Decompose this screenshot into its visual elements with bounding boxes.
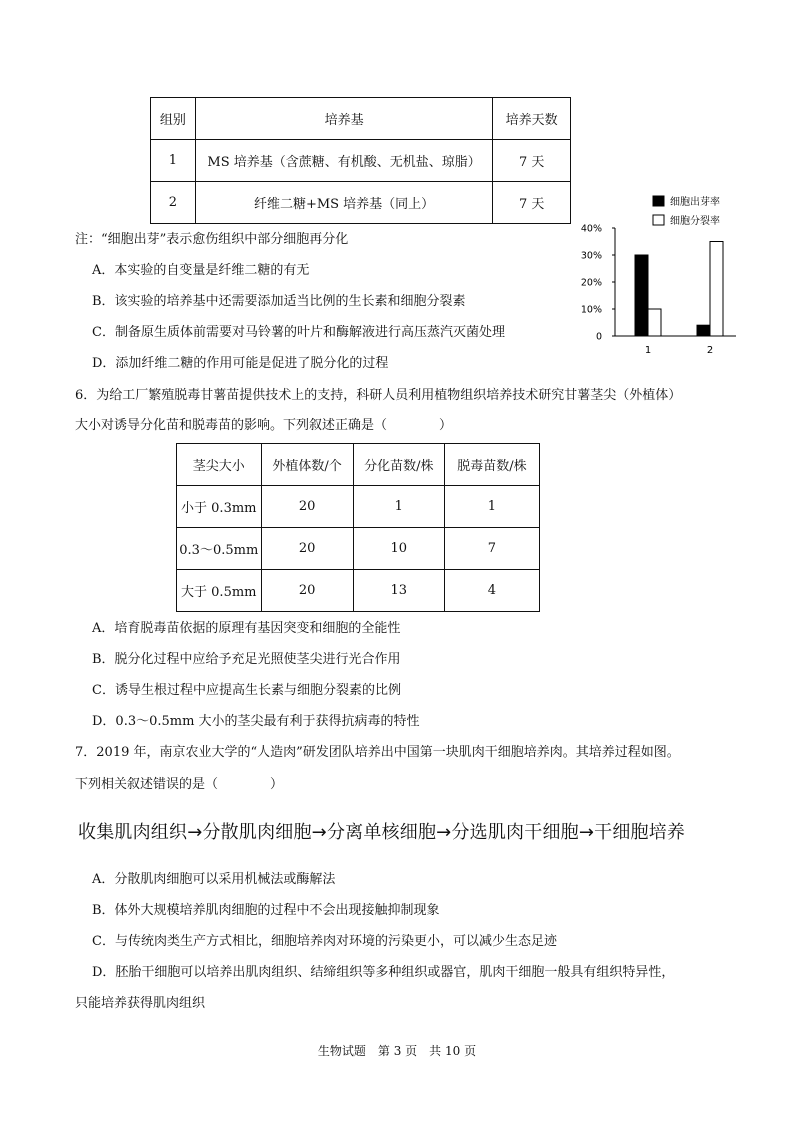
option-c: C．诱导生根过程中应提高生长素与细胞分裂素的比例 [92, 683, 401, 698]
question-7-stem: 7．2019 年，南京农业大学的“人造肉”研发团队培养出中国第一块肌肉干细胞培养肉。其培养过程如图。 [75, 745, 680, 760]
bar-chart [560, 190, 760, 360]
y-tick-label: 0 [595, 331, 602, 343]
question-6-stem-cont: 大小对诱导分化苗和脱毒苗的影响。下列叙述正确是（ ） [75, 418, 453, 433]
table-header-cell: 脱毒苗数/株 [444, 444, 539, 486]
bar [710, 242, 723, 337]
option-d-cont: 只能培养获得肌肉组织 [75, 996, 206, 1011]
x-tick-label: 1 [644, 345, 652, 356]
table-cell: 4 [444, 570, 539, 612]
option-a: A．分散肌肉细胞可以采用机械法或酶解法 [92, 872, 336, 887]
stem-tip-table [176, 443, 540, 612]
y-tick-label: 20% [580, 277, 602, 289]
option-b: B．体外大规模培养肌肉细胞的过程中不会出现接触抑制现象 [92, 903, 440, 918]
question-7-stem-cont: 下列相关叙述错误的是（ ） [75, 777, 284, 792]
table-header-cell: 茎尖大小 [177, 444, 262, 486]
table-row [177, 486, 540, 528]
table-cell: 7 天 [493, 182, 571, 224]
option-a: A．本实验的自变量是纤维二糖的有无 [92, 263, 310, 278]
table-header-cell: 组别 [151, 98, 196, 140]
table-row [151, 140, 571, 182]
table-row [177, 528, 540, 570]
question-6-stem: 6．为给工厂繁殖脱毒甘薯苗提供技术上的支持，科研人员利用植物组织培养技术研究甘薯茎尖（外植体） [75, 388, 682, 403]
option-d: D．0.3～0.5mm 大小的茎尖最有利于获得抗病毒的特性 [92, 714, 420, 729]
table-row [151, 182, 571, 224]
option-d: D．添加纤维二糖的作用可能是促进了脱分化的过程 [92, 356, 389, 371]
option-b: B．脱分化过程中应给予充足光照使茎尖进行光合作用 [92, 652, 401, 667]
table-row [177, 570, 540, 612]
table-header-cell: 培养基 [195, 98, 493, 140]
process-flow: 收集肌肉组织→分散肌肉细胞→分离单核细胞→分选肌肉干细胞→干细胞培养 [78, 822, 686, 843]
option-c: C．制备原生质体前需要对马铃薯的叶片和酶解液进行高压蒸汽灭菌处理 [92, 325, 505, 340]
legend-swatch [653, 196, 664, 206]
bar [697, 325, 710, 336]
table-header-row [177, 444, 540, 486]
table-header-row [151, 98, 571, 140]
bar [648, 309, 661, 336]
page-footer: 生物试题 第 3 页 共 10 页 [317, 1044, 477, 1058]
bar [635, 255, 648, 336]
y-tick-label: 40% [580, 223, 602, 235]
table-cell: MS 培养基（含蔗糖、有机酸、无机盐、琼脂） [195, 140, 493, 182]
culture-medium-table [150, 97, 571, 224]
table-cell: 小于 0.3mm [177, 486, 262, 528]
table-header-cell: 培养天数 [493, 98, 571, 140]
table-header-cell: 外植体数/个 [261, 444, 353, 486]
table-cell: 10 [353, 528, 444, 570]
table-header-cell: 分化苗数/株 [353, 444, 444, 486]
table-cell: 7 天 [493, 140, 571, 182]
table-cell: 20 [261, 528, 353, 570]
y-tick-label: 10% [580, 304, 602, 316]
legend-swatch [653, 215, 664, 225]
table-cell: 1 [151, 140, 196, 182]
x-tick-label: 2 [706, 345, 714, 356]
table-cell: 13 [353, 570, 444, 612]
option-a: A．培育脱毒苗依据的原理有基因突变和细胞的全能性 [92, 621, 401, 636]
option-c: C．与传统肉类生产方式相比，细胞培养肉对环境的污染更小，可以减少生态足迹 [92, 934, 557, 949]
note-text: 注：“细胞出芽”表示愈伤组织中部分细胞再分化 [75, 232, 349, 247]
table-cell: 1 [444, 486, 539, 528]
option-b: B．该实验的培养基中还需要添加适当比例的生长素和细胞分裂素 [92, 294, 466, 309]
table-cell: 7 [444, 528, 539, 570]
table-cell: 2 [151, 182, 196, 224]
table-cell: 20 [261, 486, 353, 528]
table-cell: 0.3～0.5mm [177, 528, 262, 570]
legend-label: 细胞出芽率 [670, 197, 720, 208]
option-d: D．胚胎干细胞可以培养出肌肉组织、结缔组织等多种组织或器官，肌肉干细胞一般具有组织特异性， [92, 965, 675, 980]
table-cell: 大于 0.5mm [177, 570, 262, 612]
table-cell: 纤维二糖+MS 培养基（同上） [195, 182, 493, 224]
table-cell: 1 [353, 486, 444, 528]
y-tick-label: 30% [580, 250, 602, 262]
legend-label: 细胞分裂率 [670, 216, 720, 227]
table-cell: 20 [261, 570, 353, 612]
